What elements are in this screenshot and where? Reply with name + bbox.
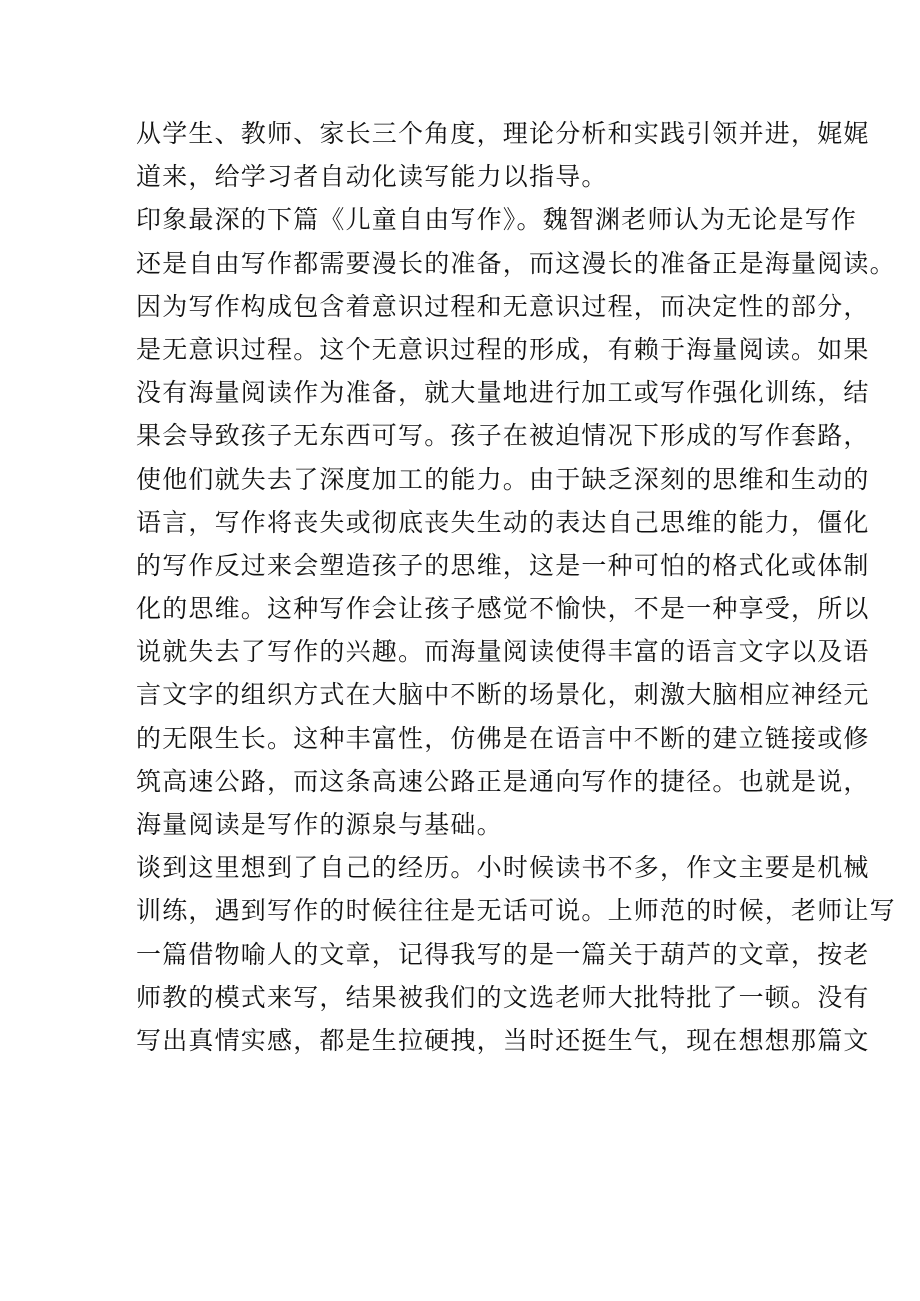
paragraph-3-line-1: 谈到这里想到了自己的经历。小时候读书不多，作文主要是机械 bbox=[136, 853, 870, 883]
paragraph-2-line-7: 使他们就失去了深度加工的能力。由于缺乏深刻的思维和生动的 bbox=[136, 464, 870, 494]
paragraph-2-line-11: 说就失去了写作的兴趣。而海量阅读使得丰富的语言文字以及语 bbox=[136, 637, 870, 667]
paragraph-1-line-2: 道来，给学习者自动化读写能力以指导。 bbox=[136, 162, 608, 192]
paragraph-3-line-3: 一篇借物喻人的文章，记得我写的是一篇关于葫芦的文章，按老 bbox=[136, 939, 870, 969]
paragraph-2-line-5: 没有海量阅读作为准备，就大量地进行加工或写作强化训练，结 bbox=[136, 378, 870, 408]
paragraph-2-line-1: 印象最深的下篇《儿童自由写作》。魏智渊老师认为无论是写作 bbox=[136, 205, 858, 235]
paragraph-3-line-5: 写出真情实感，都是生拉硬拽，当时还挺生气，现在想想那篇文 bbox=[136, 1025, 870, 1055]
paragraph-2-line-3: 因为写作构成包含着意识过程和无意识过程，而决定性的部分， bbox=[136, 291, 870, 321]
paragraph-2-line-15: 海量阅读是写作的源泉与基础。 bbox=[136, 810, 503, 839]
paragraph-3-line-2: 训练，遇到写作的时候往往是无话可说。上师范的时候，老师让写 bbox=[136, 896, 896, 926]
paragraph-2-line-14: 筑高速公路，而这条高速公路正是通向写作的捷径。也就是说， bbox=[136, 766, 870, 796]
paragraph-2-line-8: 语言，写作将丧失或彻底丧失生动的表达自己思维的能力，僵化 bbox=[136, 507, 870, 537]
paragraph-3-line-4: 师教的模式来写，结果被我们的文选老师大批特批了一顿。没有 bbox=[136, 982, 870, 1012]
paragraph-2-line-6: 果会导致孩子无东西可写。孩子在被迫情况下形成的写作套路， bbox=[136, 421, 870, 451]
paragraph-2-line-13: 的无限生长。这种丰富性，仿佛是在语言中不断的建立链接或修 bbox=[136, 723, 870, 753]
paragraph-1-line-1: 从学生、教师、家长三个角度，理论分析和实践引领并进，娓娓 bbox=[136, 119, 870, 148]
paragraph-2-line-4: 是无意识过程。这个无意识过程的形成，有赖于海量阅读。如果 bbox=[136, 334, 870, 364]
document-body bbox=[136, 112, 896, 1062]
paragraph-2-line-12: 言文字的组织方式在大脑中不断的场景化，刺激大脑相应神经元 bbox=[136, 680, 870, 710]
paragraph-2-line-10: 化的思维。这种写作会让孩子感觉不愉快，不是一种享受，所以 bbox=[136, 594, 870, 624]
paragraph-2-line-2: 还是自由写作都需要漫长的准备，而这漫长的准备正是海量阅读。 bbox=[136, 248, 896, 278]
paragraph-2-line-9: 的写作反过来会塑造孩子的思维，这是一种可怕的格式化或体制 bbox=[136, 550, 870, 580]
